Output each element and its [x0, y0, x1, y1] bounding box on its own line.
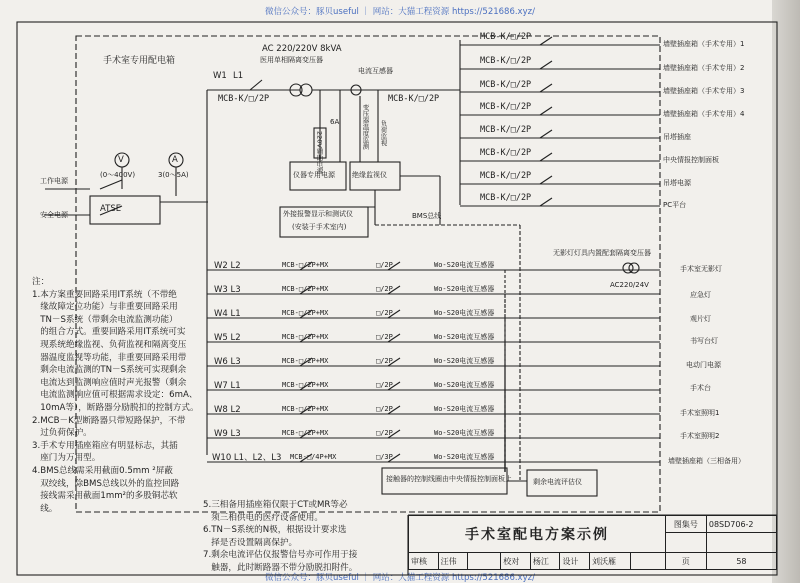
it-load: 墙壁插座箱（手术专用）3 — [663, 87, 745, 95]
tn-load: 手术室照明1 — [680, 409, 720, 417]
it-breaker: MCB-K/□/2P — [480, 193, 532, 203]
review-label: 审核 — [409, 553, 439, 570]
bms-bus-label: BMS总线 — [412, 212, 442, 220]
external-alarm-label: 外接报警显示和测试仪 — [283, 210, 353, 218]
tn-ct: Wo-S20电流互感器 — [434, 357, 495, 365]
tn-breaker: MCB-□/4P+MX — [290, 453, 337, 461]
designer-name: 刘沃雁 — [590, 553, 631, 570]
notes-header: 注： — [32, 277, 50, 287]
atlas-number: 08SD706-2 — [706, 516, 776, 533]
note-line: 的组合方式。重要回路采用IT系统可实 — [32, 327, 186, 338]
load-monitor-label: 负荷监视 — [379, 120, 388, 146]
tn-breaker: MCB-□/2P+MX — [282, 309, 329, 317]
tn-line: W7 L1 — [214, 381, 241, 391]
note-line: 择是否设置隔离保护。 — [203, 537, 298, 548]
tn-load: 手术室无影灯 — [680, 265, 722, 273]
external-alarm-note: (安装于手术室内) — [292, 223, 347, 231]
tn-contactor: □/2P — [376, 285, 393, 293]
title-block — [408, 515, 777, 570]
watermark-bottom: 微信公众号：豚贝useful ｜ 网站：大猫工程资源 https://521686.xyz/ — [265, 573, 535, 583]
it-load: 中央情报控制面板 — [663, 156, 719, 164]
note-line: 3.手术专用插座箱应有明显标志，其插 — [32, 440, 178, 451]
checker-name: 杨江 — [530, 553, 560, 570]
tn-ct: Wo-S20电流互感器 — [434, 429, 495, 437]
tn-ct: Wo-S20电流互感器 — [434, 381, 495, 389]
tn-ct: Wo-S20电流互感器 — [434, 261, 495, 269]
atlas-label: 图集号 — [665, 516, 706, 533]
atse-label: ATSE — [100, 204, 122, 214]
tn-line: W4 L1 — [214, 309, 241, 319]
note-line: 10mA等），断路器分励脱扣的控制方式。 — [32, 402, 199, 413]
page-label: 页 — [665, 553, 706, 570]
current-transformer-label: 电流互感器 — [358, 67, 393, 75]
note-line: 接线需采用截面1mm²的多股铜芯软 — [32, 491, 178, 502]
tn-line: W10 L1、L2、L3 — [212, 453, 282, 463]
it-load: 墙壁插座箱（手术专用）1 — [663, 40, 745, 48]
tn-load: 电动门电源 — [686, 361, 721, 369]
standby-source-label: 安全电源 — [40, 211, 68, 219]
it-breaker: MCB-K/□/2P — [480, 32, 532, 42]
tn-contactor: □/2P — [376, 357, 393, 365]
note-line: 2.MCB－K型断路器只带短路保护，不带 — [32, 415, 186, 426]
tn-contactor: □/2P — [376, 405, 393, 413]
note-line: 线。 — [32, 503, 58, 514]
w1-label: W1 — [213, 71, 227, 81]
insulation-monitor-label: 绝缘监视仪 — [352, 171, 387, 179]
tn-line: W6 L3 — [214, 357, 241, 367]
it-breaker: MCB-K/□/2P — [480, 171, 532, 181]
tn-line: W9 L3 — [214, 429, 241, 439]
tn-ct: Wo-S20电流互感器 — [434, 333, 495, 341]
tn-breaker: MCB-□/2P+MX — [282, 381, 329, 389]
tn-contactor: □/3P — [376, 453, 393, 461]
transformer-spec: AC 220/220V 8kVA — [262, 44, 342, 54]
atlas-spacer — [706, 533, 776, 553]
tn-ct: Wo-S20电流互感器 — [434, 405, 495, 413]
note-line: TN－S系统（带剩余电流监测功能） — [32, 314, 178, 325]
working-source-label: 工作电源 — [40, 177, 68, 185]
voltmeter-icon: V — [118, 155, 124, 165]
reviewer-name: 汪伟 — [438, 553, 468, 570]
note-line: 双绞线，除BMS总线以外的监控回路 — [32, 478, 180, 489]
tn-load: 手术室照明2 — [680, 432, 720, 440]
tn-contactor: □/2P — [376, 309, 393, 317]
tn-breaker: MCB-□/2P+MX — [282, 429, 329, 437]
contactor-control-note: 接触器的控制线圈由中央情报控制面板上 — [386, 475, 512, 483]
tn-breaker: MCB-□/2P+MX — [282, 333, 329, 341]
it-breaker: MCB-K/□/2P — [480, 56, 532, 66]
note-line: 剩余电流监测的TN－S系统可实现剩余 — [32, 365, 187, 376]
tn-breaker: MCB-□/2P+MX — [282, 285, 329, 293]
it-load: 墙壁插座箱（手术专用）2 — [663, 64, 745, 72]
note-line: 器温度监视等功能，非重要回路采用带 — [32, 352, 187, 363]
temp-monitor-label: 变压器温度监测 — [361, 104, 370, 150]
shadowless-transformer-spec: AC220/24V — [610, 281, 649, 289]
it-breaker: MCB-K/□/2P — [480, 125, 532, 135]
note-line: 4.BMS总线需采用截面0.5mm ²屏蔽 — [32, 465, 173, 476]
note-line: 缘故障定位功能）与非重要回路采用 — [32, 302, 178, 313]
ammeter-icon: A — [172, 155, 178, 165]
tn-line: W8 L2 — [214, 405, 241, 415]
tn-breaker: MCB-□/2P+MX — [282, 357, 329, 365]
tn-breaker: MCB-□/2P+MX — [282, 405, 329, 413]
panel-title: 手术室专用配电箱 — [103, 56, 176, 66]
ammeter-range: 3(0～5A) — [158, 171, 189, 179]
note-line: 现系统绝缘监视、负荷监视和隔离变压 — [32, 339, 187, 350]
note-line: 5.三相备用插座箱仅限于CT或MR等必 — [203, 500, 348, 510]
tn-breaker: MCB-□/2P+MX — [282, 261, 329, 269]
it-load: 墙壁插座箱（手术专用）4 — [663, 110, 745, 118]
tn-line: W2 L2 — [214, 261, 241, 271]
note-line: 过负荷保护。 — [32, 428, 92, 439]
note-line: 座门为万用型。 — [32, 453, 101, 464]
it-breaker: MCB-K/□/2P — [480, 148, 532, 158]
w1-breaker: MCB-K/□/2P — [218, 94, 270, 104]
page-number: 58 — [706, 553, 776, 570]
it-breaker: MCB-K/□/2P — [480, 80, 532, 90]
fuse-6a: 6A — [330, 118, 340, 126]
note-line: 触器，此时断路器不带分励脱扣附件。 — [203, 562, 358, 573]
tn-load: 应急灯 — [690, 291, 711, 299]
notes-left — [32, 276, 210, 515]
note-line: 电流达到监测响应值时声光报警（剩余 — [32, 377, 187, 388]
tn-load: 手术台 — [690, 384, 711, 392]
it-breaker: MCB-K/□/2P — [480, 102, 532, 112]
it-main-breaker: MCB-K/□/2P — [388, 94, 440, 104]
meter-power-label: 仪器专用电源 — [293, 171, 335, 179]
tn-load: 观片灯 — [690, 315, 711, 323]
tn-line: W3 L3 — [214, 285, 241, 295]
w1-phase: L1 — [233, 71, 244, 81]
tn-contactor: □/2P — [376, 429, 393, 437]
tn-ct: Wo-S20电流互感器 — [434, 453, 495, 461]
review-signature — [468, 553, 501, 570]
watermark-top: 微信公众号：豚贝useful ｜ 网站：大猫工程资源 https://521686.xyz/ — [265, 7, 535, 17]
atlas-spacer — [665, 533, 706, 553]
it-load: PC平台 — [663, 201, 687, 209]
v220-label: 220V辅助电源 — [315, 131, 324, 174]
tn-contactor: □/2P — [376, 333, 393, 341]
note-line: 须三相供电的医疗设备使用。 — [203, 512, 323, 523]
design-label: 设计 — [560, 553, 590, 570]
shadowless-transformer-label: 无影灯灯具内置配套隔离变压器 — [553, 249, 651, 257]
it-load: 吊塔插座 — [663, 133, 691, 141]
tn-load: 书写台灯 — [690, 337, 718, 345]
notes-right — [203, 499, 408, 575]
tn-ct: Wo-S20电流互感器 — [434, 309, 495, 317]
voltmeter-range: (0～400V) — [100, 171, 136, 179]
tn-ct: Wo-S20电流互感器 — [434, 285, 495, 293]
note-line: 7.剩余电流评估仪报警信号亦可作用于接 — [203, 550, 358, 561]
note-line: 6.TN－S系统的N极，根据设计要求选 — [203, 525, 347, 536]
tn-load: 墙壁插座箱（三相备用） — [668, 457, 745, 465]
note-line: 电流监测响应值可根据需求设定：6mA、 — [32, 390, 198, 401]
residual-current-monitor: 剩余电流评估仪 — [533, 478, 582, 486]
tn-contactor: □/2P — [376, 381, 393, 389]
tn-line: W5 L2 — [214, 333, 241, 343]
note-line: 1.本方案重要回路采用IT系统（不带绝 — [32, 289, 177, 300]
transformer-name: 医用单相隔离变压器 — [260, 56, 323, 64]
tn-contactor: □/2P — [376, 261, 393, 269]
it-load: 吊塔电源 — [663, 179, 691, 187]
design-signature — [630, 553, 665, 570]
check-label: 校对 — [501, 553, 531, 570]
drawing-title: 手术室配电方案示例 — [409, 516, 666, 553]
